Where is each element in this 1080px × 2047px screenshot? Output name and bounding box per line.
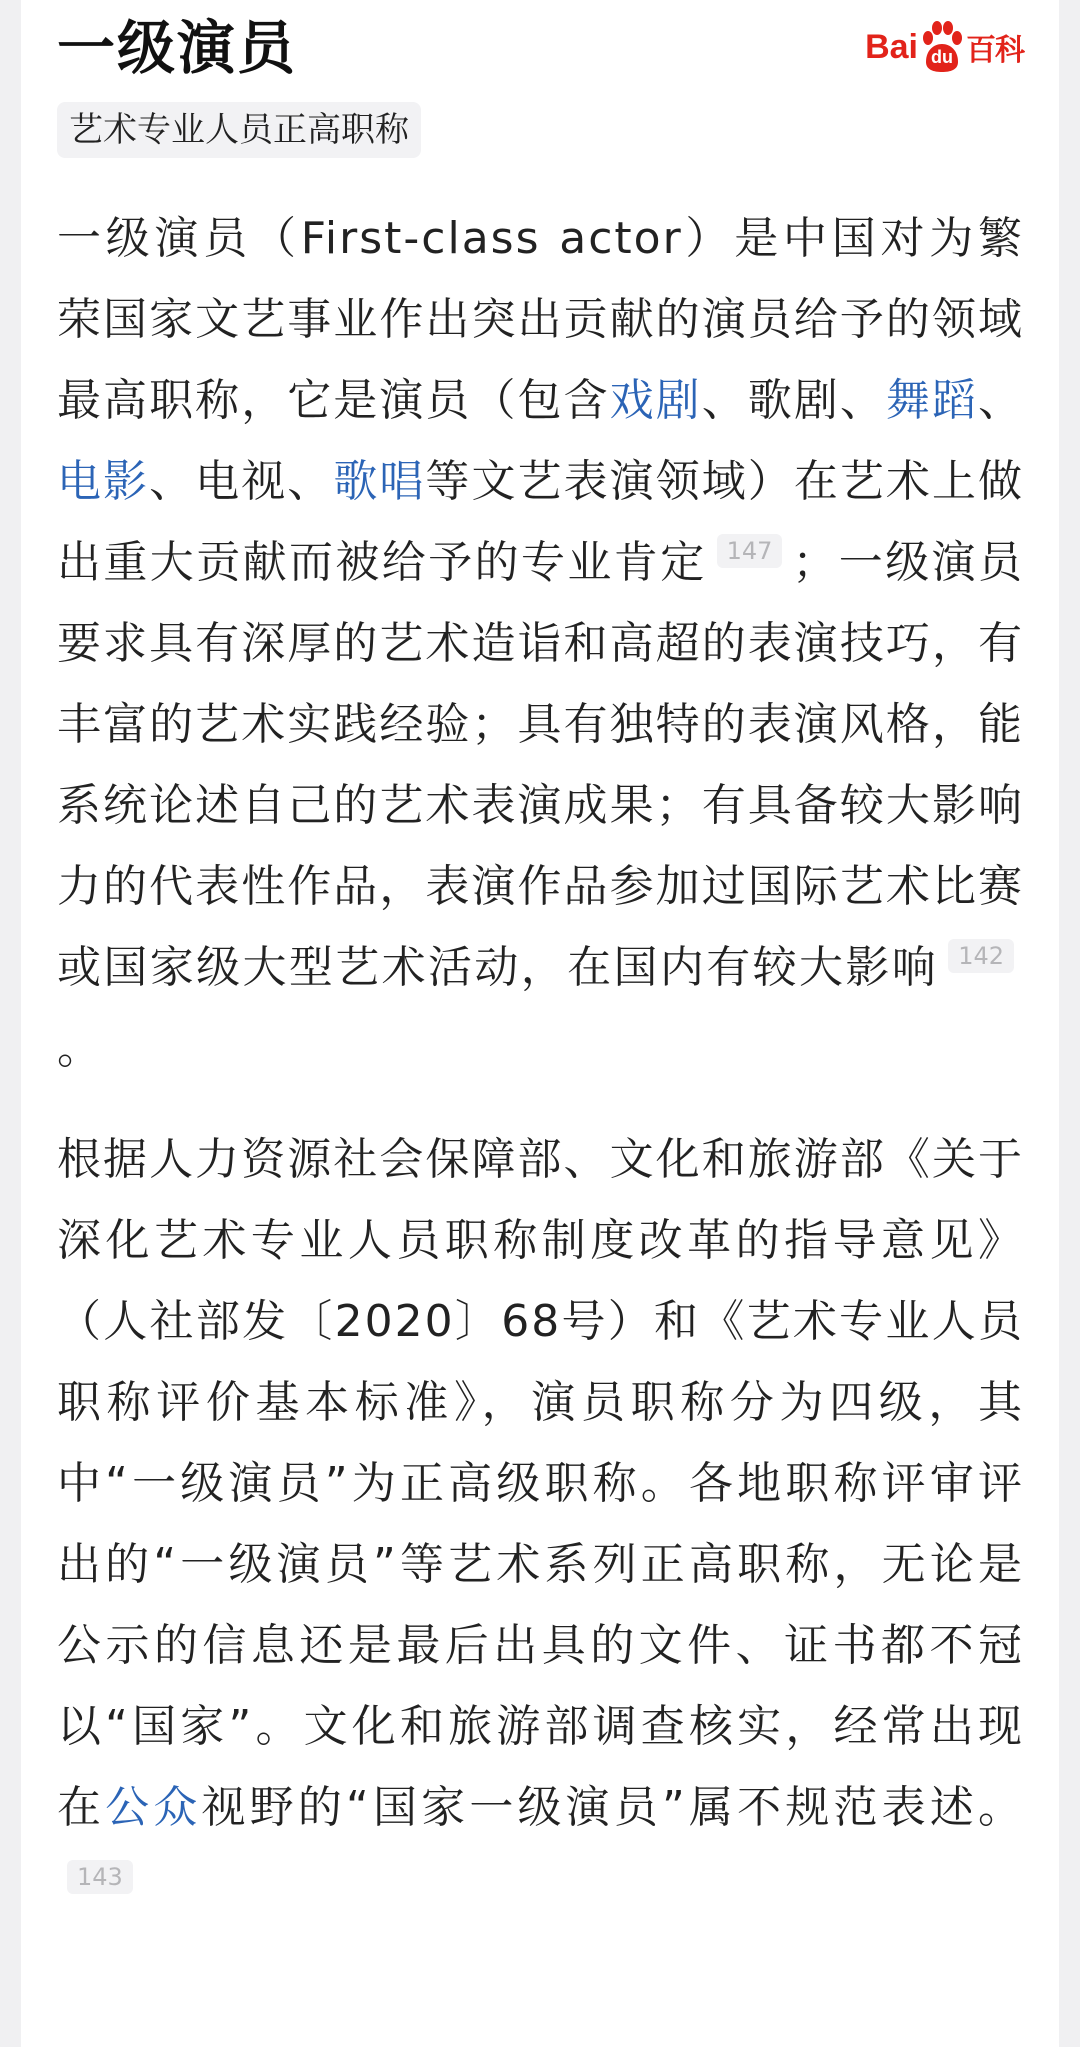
- link-wudao[interactable]: 舞蹈: [885, 375, 979, 426]
- reference-badge[interactable]: 143: [67, 1860, 133, 1894]
- para1-text-1: 一级演员（First-class actor）是中国对为繁荣国家文艺事业作出突出贡献的演员给予的领域最高职称，它是演员（包含: [57, 213, 1024, 426]
- paragraph-2: [57, 1119, 1024, 1929]
- para2-text-2: 视野的“国家一级演员”属不规范表述。: [201, 1782, 1024, 1833]
- link-gongzhong[interactable]: 公众: [105, 1782, 202, 1833]
- header: [57, 0, 1024, 96]
- page-title: 一级演员: [57, 14, 298, 82]
- link-xiju[interactable]: 戏剧: [609, 375, 702, 426]
- logo-text-baike: 百科: [966, 34, 1024, 67]
- logo-text-du: du: [931, 47, 953, 67]
- para1-text-4: 、电视、: [149, 456, 334, 507]
- reference-badge[interactable]: 147: [717, 534, 783, 568]
- para1-text-6: ；一级演员要求具有深厚的艺术造诣和高超的表演技巧，有丰富的艺术实践经验；具有独特的表演风格，能系统论述自己的艺术表演成果；有具备较大影响力的代表性作品，表演作品参加过国际艺术比赛或国家级大型艺术活动，在国内有较大影响: [57, 537, 1025, 993]
- paragraph-1: [57, 198, 1024, 1089]
- para1-text-5: 等文艺表演领域）在艺术上做出重大贡献而被给予的专业肯定: [57, 456, 1025, 588]
- para1-text-3: 、: [978, 375, 1025, 426]
- link-gechang[interactable]: 歌唱: [333, 456, 426, 507]
- reference-badge[interactable]: 142: [948, 939, 1014, 973]
- subtitle-tag: 艺术专业人员正高职称: [57, 102, 421, 158]
- para1-text-7: 。: [57, 1023, 103, 1074]
- para2-text-1: 根据人力资源社会保障部、文化和旅游部《关于深化艺术专业人员职称制度改革的指导意见》（人社部发〔2020〕68号）和《艺术专业人员职称评价基本标准》，演员职称分为四级，其中“一级演员”为正高级职称。各地职称评审评出的“一级演员”等艺术系列正高职称，无论是公示的信息还是最后出具的文件、证书都不冠以“国家”。文化和旅游部调查核实，经常出现在: [57, 1134, 1024, 1833]
- link-dianying[interactable]: 电影: [57, 456, 150, 507]
- paw-icon: [920, 20, 964, 74]
- logo-text-bai: Bai: [865, 27, 918, 66]
- para1-text-2: 、歌剧、: [701, 375, 886, 426]
- baidu-baike-logo[interactable]: [865, 20, 1024, 74]
- article-card: [21, 0, 1059, 2047]
